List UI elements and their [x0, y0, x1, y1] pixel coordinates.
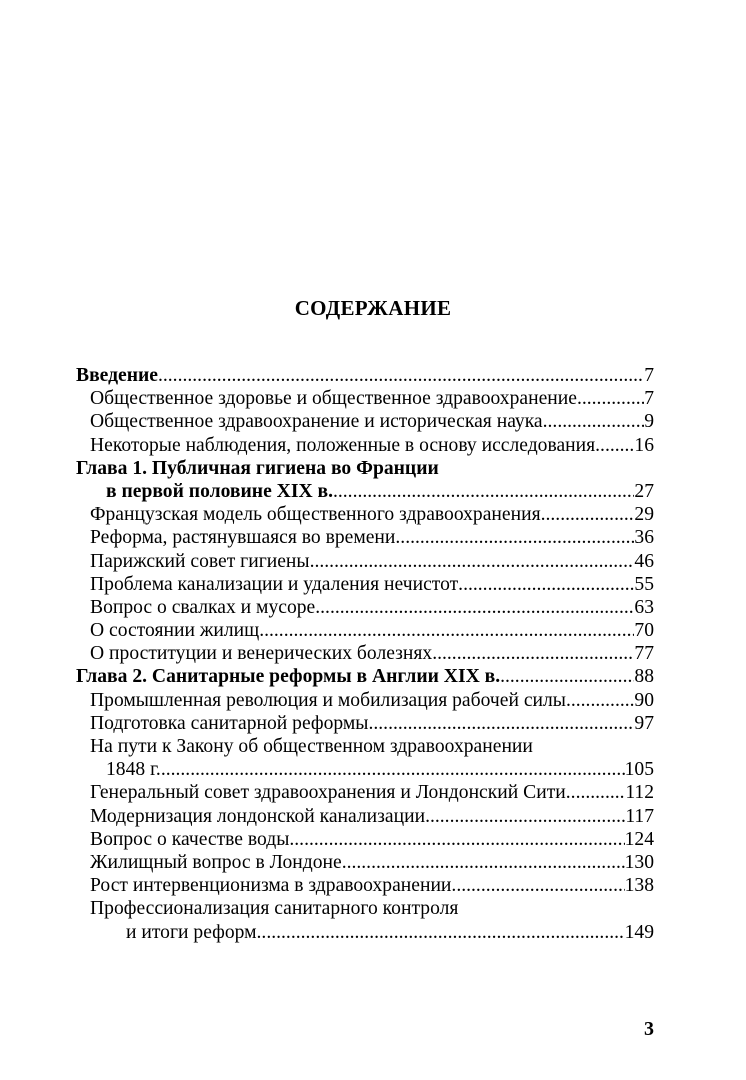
toc-entry-title: О состоянии жилищ [90, 620, 260, 642]
dot-leader [289, 828, 624, 851]
toc-entry-page: 27 [634, 480, 654, 502]
toc-entry [76, 480, 654, 503]
dot-leader [158, 364, 644, 387]
toc-entry-title: Жилищный вопрос в Лондоне [90, 851, 342, 873]
toc-entry-title: Некоторые наблюдения, положенные в основу исследования [90, 434, 596, 456]
toc-entry-title: Проблема канализации и удаления нечистот [90, 573, 459, 595]
toc-entry [76, 457, 654, 480]
toc-entry-page: 88 [634, 666, 654, 688]
toc-entry-page: 29 [634, 504, 654, 526]
dot-leader [566, 781, 626, 804]
dot-leader [425, 805, 625, 828]
toc-entry-page: 117 [625, 805, 654, 827]
toc-entry-page: 130 [624, 851, 654, 873]
toc-entry [76, 805, 654, 828]
toc-entry-title: Модернизация лондонской канализации [90, 805, 426, 827]
toc-entry-page: 36 [634, 527, 654, 549]
dot-leader [368, 712, 634, 735]
toc-entry-page: 9 [644, 411, 654, 433]
dot-leader [566, 689, 634, 712]
toc-entry-page: 90 [634, 689, 654, 711]
toc-entry [76, 596, 654, 619]
toc-entry-title: Рост интервенционизма в здравоохранении [90, 875, 452, 897]
toc-entry [76, 364, 654, 387]
toc-entry [76, 410, 654, 433]
toc-entry-title: в первой половине XIX в. [106, 480, 333, 502]
toc-entry-title: Парижский совет гигиены [90, 550, 310, 572]
toc-entry-page: 7 [644, 388, 654, 410]
dot-leader [259, 619, 634, 642]
toc-entry [76, 550, 654, 573]
toc-entry-title: Глава 1. Публичная гигиена во Франции [76, 457, 439, 479]
toc-entry-page: 149 [624, 921, 654, 943]
toc-entry [76, 828, 654, 851]
toc-entry-page: 70 [634, 620, 654, 642]
toc-entry-title: Общественное здоровье и общественное здравоохранение [90, 388, 577, 410]
dot-leader [451, 874, 624, 897]
table-of-contents [76, 364, 654, 944]
toc-entry [76, 619, 654, 642]
dot-leader [595, 434, 634, 457]
dot-leader [500, 665, 634, 688]
toc-entry-title: и итоги реформ [126, 921, 257, 943]
toc-entry [76, 781, 654, 804]
dot-leader [432, 642, 634, 665]
toc-entry-title: Подготовка санитарной реформы [90, 712, 369, 734]
toc-entry [76, 712, 654, 735]
toc-entry [76, 689, 654, 712]
toc-entry [76, 434, 654, 457]
toc-entry [76, 573, 654, 596]
toc-entry-title: Глава 2. Санитарные реформы в Англии XIX в. [76, 666, 501, 688]
toc-entry [76, 503, 654, 526]
toc-entry-title: Введение [76, 365, 158, 386]
toc-entry-page: 46 [634, 550, 654, 572]
dot-leader [333, 480, 634, 503]
toc-entry-page: 97 [634, 712, 654, 734]
dot-leader [577, 387, 644, 410]
toc-entry [76, 851, 654, 874]
toc-entry-title: Реформа, растянувшаяся во времени [90, 527, 396, 549]
toc-entry-title: О проституции и венерических болезнях [90, 643, 433, 665]
toc-entry [76, 874, 654, 897]
toc-entry-title: На пути к Закону об общественном здравоохранении [90, 736, 533, 757]
toc-entry-page: 7 [644, 365, 654, 386]
dot-leader [543, 410, 645, 433]
dot-leader [342, 851, 625, 874]
dot-leader [161, 758, 625, 781]
toc-entry [76, 758, 654, 781]
dot-leader [395, 526, 634, 549]
toc-entry-title: Профессионализация санитарного контроля [90, 898, 459, 920]
dot-leader [458, 573, 634, 596]
toc-entry-title: Общественное здравоохранение и историческая наука [90, 411, 543, 433]
toc-entry-title: Вопрос о качестве воды [90, 828, 290, 850]
toc-entry-page: 55 [634, 573, 654, 595]
toc-entry [76, 735, 654, 758]
page-number: 3 [644, 1018, 654, 1040]
toc-entry [76, 921, 654, 944]
toc-entry-title: Промышленная революция и мобилизация рабочей силы [90, 689, 566, 711]
dot-leader [310, 550, 635, 573]
toc-entry-page: 63 [634, 596, 654, 618]
toc-entry-page: 16 [634, 434, 654, 456]
dot-leader [541, 503, 635, 526]
toc-entry-title: 1848 г. [106, 759, 161, 781]
toc-entry-page: 105 [624, 759, 654, 781]
toc-entry-page: 112 [625, 782, 654, 804]
toc-entry-page: 124 [624, 828, 654, 850]
toc-entry [76, 387, 654, 410]
toc-entry [76, 642, 654, 665]
toc-entry [76, 897, 654, 920]
toc-entry-title: Генеральный совет здравоохранения и Лондонский Сити [90, 782, 566, 804]
dot-leader [257, 921, 625, 944]
dot-leader [315, 596, 634, 619]
toc-entry-page: 77 [634, 643, 654, 665]
toc-entry [76, 665, 654, 688]
page-title: СОДЕРЖАНИЕ [294, 296, 452, 320]
toc-entry-title: Французская модель общественного здравоохранения [90, 504, 541, 526]
toc-entry [76, 526, 654, 549]
toc-entry-title: Вопрос о свалках и мусоре [90, 596, 316, 618]
toc-entry-page: 138 [624, 875, 654, 897]
